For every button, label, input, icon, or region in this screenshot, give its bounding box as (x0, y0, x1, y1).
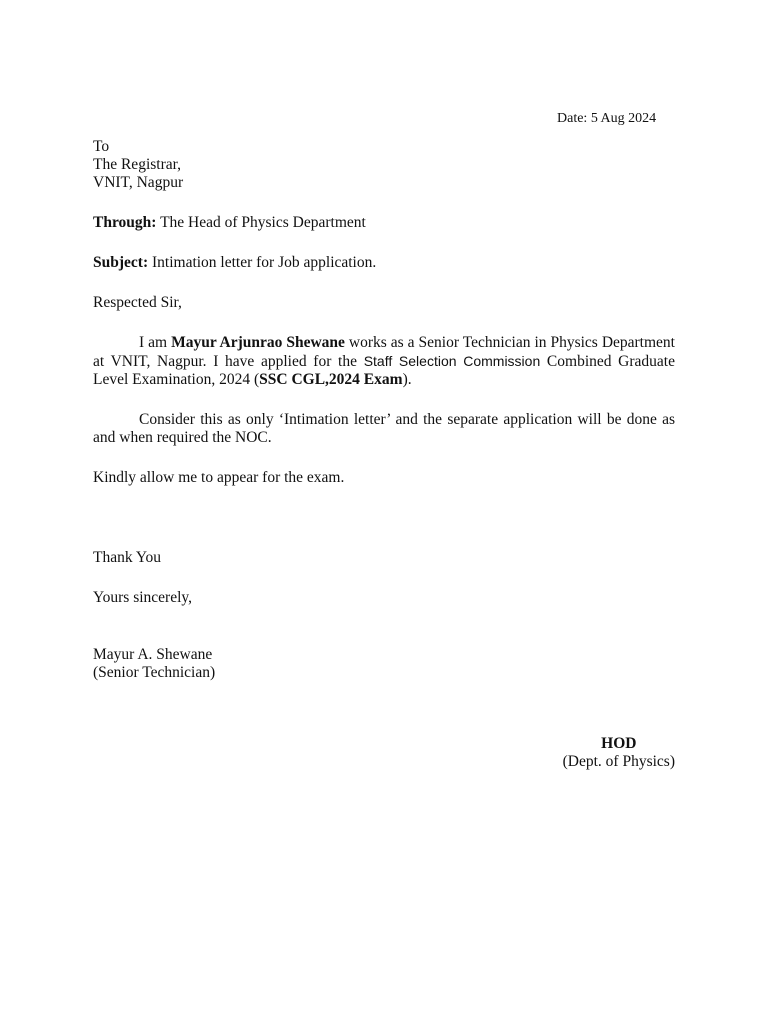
para1-exam: Combined Graduate Level Examination, 2024 ( (93, 353, 675, 388)
address-to: To (93, 138, 110, 155)
hod-block (563, 735, 675, 771)
signature-block (93, 646, 675, 682)
subject-label: Subject: (93, 254, 149, 271)
sincerely-line: Yours sincerely, (93, 589, 193, 606)
through-text: The Head of Physics Department (156, 214, 366, 231)
exam-short-name: SSC CGL,2024 Exam (259, 371, 403, 388)
address-institute: VNIT, Nagpur (93, 174, 184, 191)
salutation: Respected Sir, (93, 294, 182, 311)
thanks-line: Thank You (93, 549, 162, 566)
para1-end: ). (402, 371, 412, 388)
hod-title: HOD (601, 735, 637, 752)
applicant-name: Mayur Arjunrao Shewane (171, 334, 345, 351)
para1-intro: I am (139, 334, 172, 351)
through-label: Through: (93, 214, 157, 231)
signature-name: Mayur A. Shewane (93, 646, 213, 663)
para1-mid: works as a Senior Technician in Physics Department at VNIT, Nagpur. I have applied for the (93, 334, 675, 370)
body-paragraph-2: Consider this as only ‘Intimation letter’ and the separate application will be done as and when required the NOC. (93, 411, 675, 446)
subject-text: Intimation letter for Job application. (148, 254, 377, 271)
signature-designation: (Senior Technician) (93, 664, 216, 681)
through-line (93, 214, 675, 232)
letter-date: Date: 5 Aug 2024 (557, 111, 657, 126)
recipient-address (93, 138, 675, 192)
address-recipient: The Registrar, (93, 156, 182, 173)
commission-name: Staff Selection Commission (363, 353, 541, 369)
subject-line (93, 254, 675, 272)
request-line: Kindly allow me to appear for the exam. (93, 469, 345, 486)
body-paragraph-1 (93, 334, 675, 389)
hod-dept: (Dept. of Physics) (562, 753, 675, 770)
